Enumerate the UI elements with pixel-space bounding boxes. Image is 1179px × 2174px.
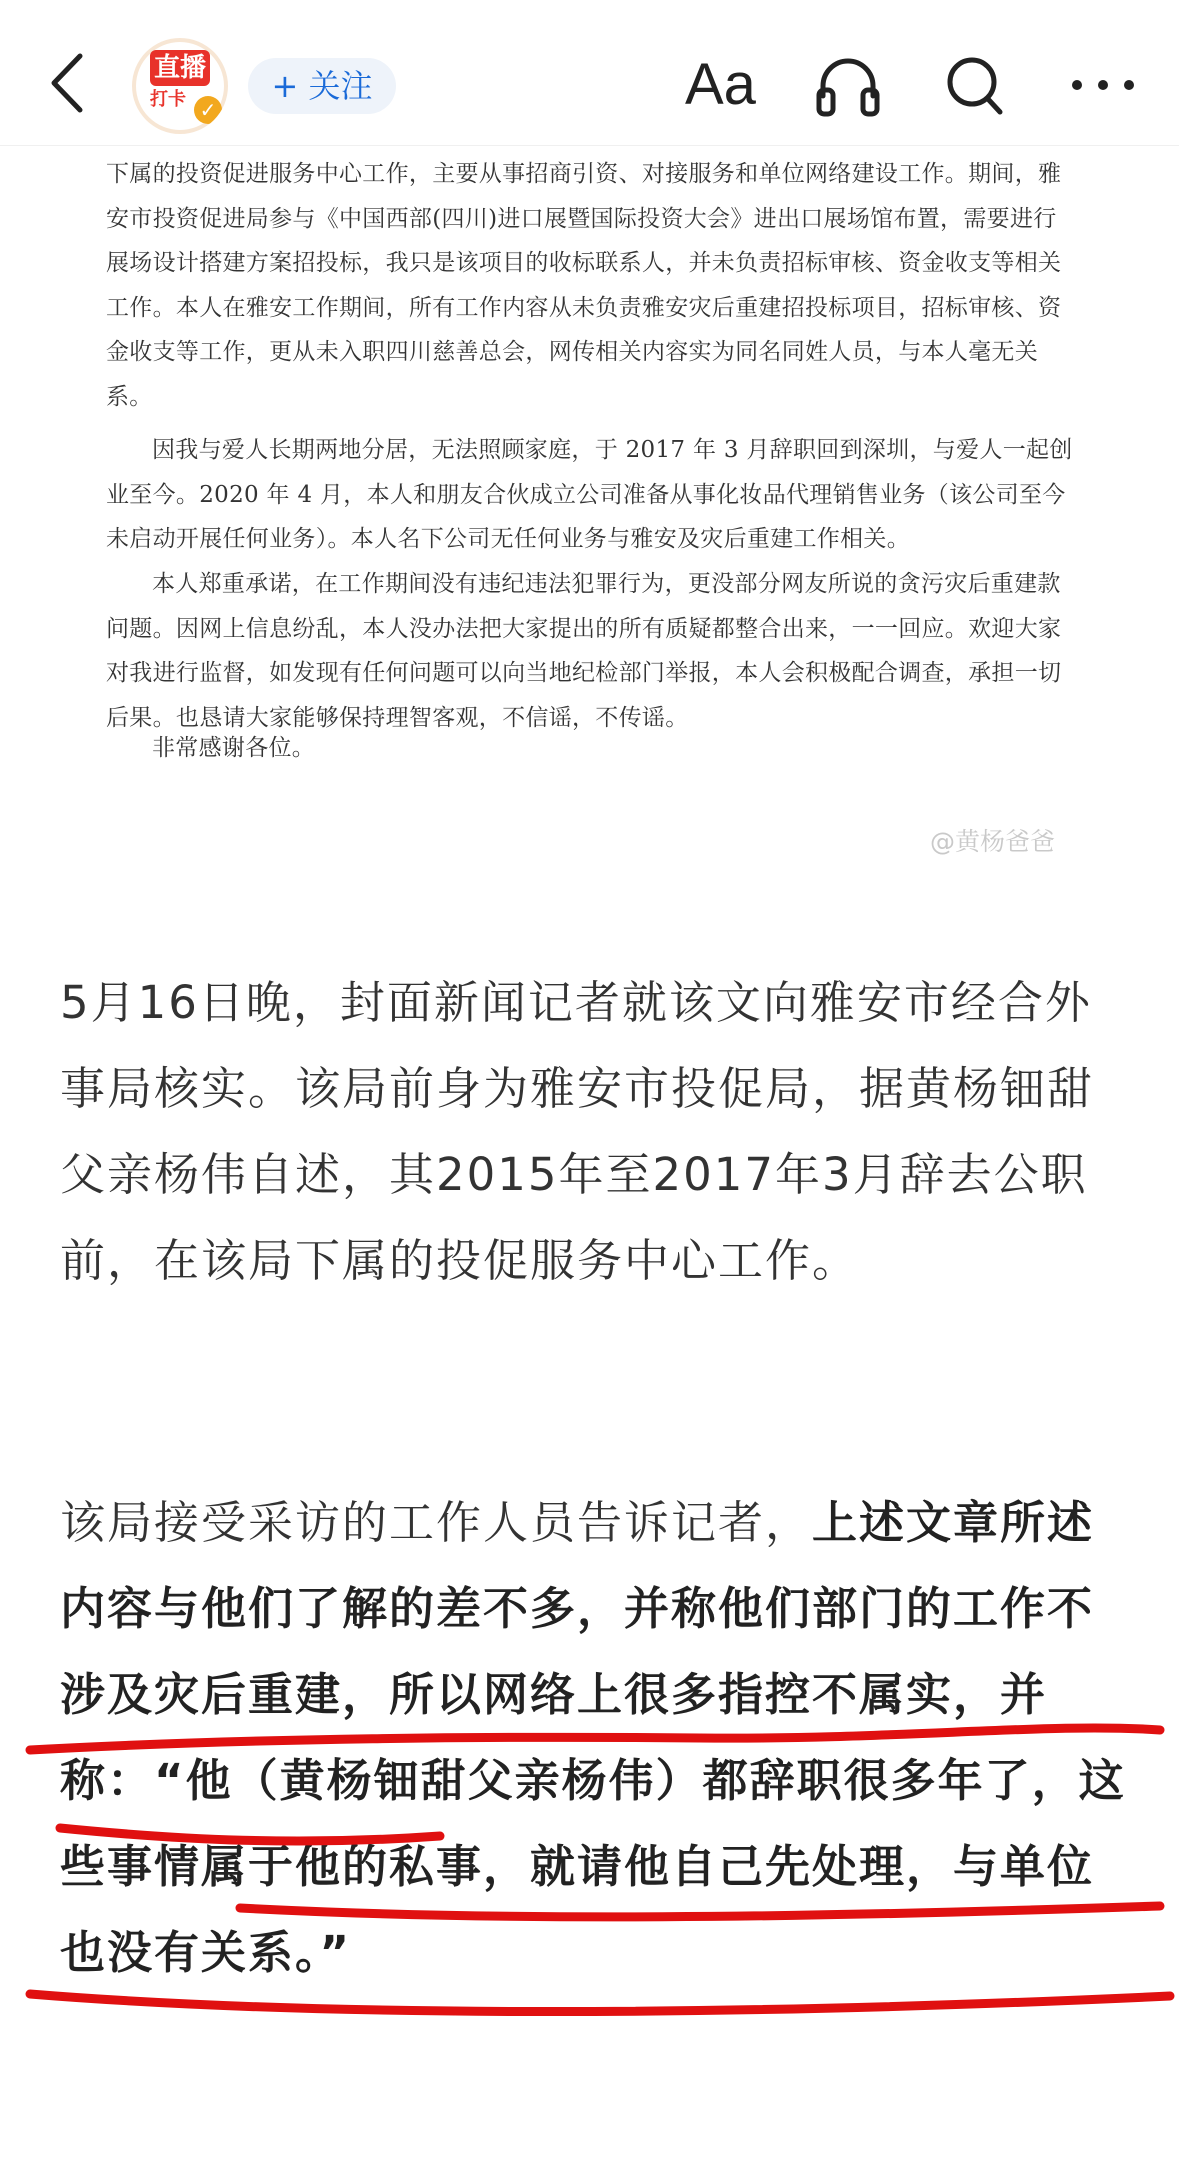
article-paragraph-1: 5月16日晚，封面新闻记者就该文向雅安市经合外事局核实。该局前身为雅安市投促局，据黄杨钿甜父亲杨伟自述，其2015年至2017年3月辞去公职前，在该局下属的投促服务中心工作。 <box>60 976 1095 1287</box>
article-paragraph-2 <box>60 1480 1130 1996</box>
listen-button[interactable] <box>813 52 883 118</box>
article-paragraph-2-bold: 上述文章所述内容与他们了解的差不多，并称他们部门的工作不涉及灾后重建，所以网络上很多指控不属实，并称：“他（黄杨钿甜父亲杨伟）都辞职很多年了，这些事情属于他的私事，就请他自己先处理，与单位也没有关系。” <box>60 1496 1126 1979</box>
top-nav-bar <box>0 0 1179 146</box>
underline-mark-4 <box>30 1994 1170 2012</box>
avatar-sub-label: 打卡 <box>150 89 186 110</box>
article-paragraph-2-normal: 该局接受采访的工作人员告诉记者， <box>60 1496 813 1549</box>
follow-button[interactable]: + 关注 <box>248 58 396 114</box>
back-icon <box>40 38 110 128</box>
weibo-watermark: @黄杨爸爸 <box>930 827 1056 856</box>
search-icon <box>940 52 1010 118</box>
more-icon <box>1063 52 1143 118</box>
search-button[interactable] <box>940 52 1010 118</box>
doc-paragraph-4: 非常感谢各位。 <box>152 735 316 761</box>
doc-paragraph-1: 下属的投资促进服务中心工作，主要从事招商引资、对接服务和单位网络建设工作。期间，雅安市投资促进局参与《中国西部(四川)进口展暨国际投资大会》进出口展场馆布置，需要进行展场设计搭建方案招投标，我只是该项目的收标联系人，并未负责招标审核、资金收支等相关工作。本人在雅安工作期间，所有工作内容从未负责雅安灾后重建招投标项目，招标审核、资金收支等工作，更从未入职四川慈善总会，网传相关内容实为同名同姓人员，与本人毫无关系。 <box>106 161 1062 410</box>
font-size-button[interactable]: Aa <box>685 52 756 117</box>
headphone-icon <box>813 52 883 118</box>
avatar-live-badge: 直播 <box>150 50 210 86</box>
doc-paragraph-2: 因我与爱人长期两地分居，无法照顾家庭，于 2017 年 3 月辞职回到深圳，与爱人一起创业至今。2020 年 4 月，本人和朋友合伙成立公司准备从事化妆品代理销售业务（该公司至今未启动开展任何业务）。本人名下公司无任何业务与雅安及灾后重建工作相关。 <box>106 437 1073 552</box>
verified-icon: ✓ <box>194 96 222 124</box>
author-avatar[interactable] <box>132 38 228 134</box>
doc-paragraph-3: 本人郑重承诺，在工作期间没有违纪违法犯罪行为，更没部分网友所说的贪污灾后重建款问题。因网上信息纷乱，本人没办法把大家提出的所有质疑都整合出来，一一回应。欢迎大家对我进行监督，如发现有任何问题可以向当地纪检部门举报，本人会积极配合调查，承担一切后果。也恳请大家能够保持理智客观，不信谣，不传谣。 <box>106 571 1062 731</box>
more-button[interactable] <box>1063 52 1143 118</box>
back-button[interactable] <box>40 38 110 128</box>
statement-document-image <box>0 146 1179 876</box>
